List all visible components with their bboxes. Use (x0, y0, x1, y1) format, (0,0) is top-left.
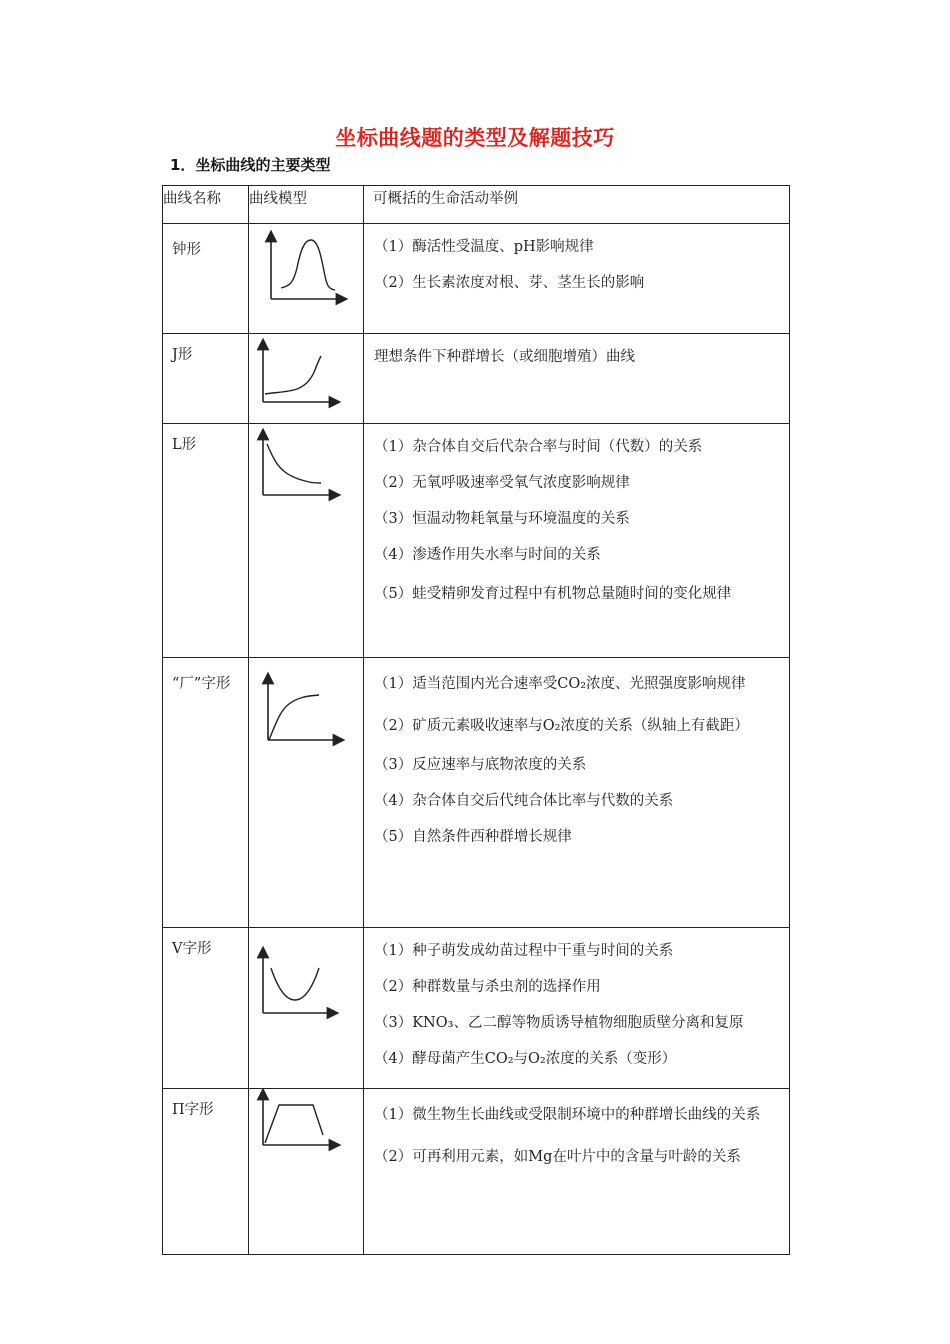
curve-name-text: V字形 (172, 941, 212, 957)
bell-curve-icon (249, 224, 364, 324)
example-item: （2）种群数量与杀虫剂的选择作用 (374, 979, 601, 995)
example-item: （5）自然条件西种群增长规律 (374, 829, 572, 845)
curve-name-text: Π字形 (172, 1102, 214, 1118)
example-item: （4）杂合体自交后代纯合体比率与代数的关系 (374, 793, 674, 809)
pi-curve-icon (249, 1089, 364, 1189)
example-item: （1）酶活性受温度、pH影响规律 (374, 239, 594, 255)
saturation-curve-icon (249, 658, 364, 758)
table-row (163, 1089, 790, 1255)
j-curve-icon (249, 334, 364, 413)
example-item: （2）生长素浓度对根、芽、茎生长的影响 (374, 275, 645, 291)
curve-model (249, 224, 364, 334)
curve-name-text: 钟形 (172, 242, 201, 258)
curve-model (249, 1089, 364, 1255)
header-examples: 可概括的生命活动举例 (364, 186, 790, 224)
l-curve-icon (249, 424, 364, 524)
table-row (163, 334, 790, 424)
example-item: （1）微生物生长曲线或受限制环境中的种群增长曲线的关系 (374, 1107, 761, 1123)
curve-examples (364, 424, 790, 658)
curve-name-text: L形 (172, 437, 197, 453)
example-item: （1）种子萌发成幼苗过程中干重与时间的关系 (374, 943, 674, 959)
curve-model (249, 658, 364, 928)
curve-model (249, 334, 364, 424)
curve-examples (364, 224, 790, 334)
header-curve-name: 曲线名称 (163, 186, 249, 224)
v-curve-icon (249, 928, 364, 1028)
curve-types-table (162, 185, 790, 1255)
example-item: （3）反应速率与底物浓度的关系 (374, 757, 587, 773)
example-item: （1）适当范围内光合速率受CO₂浓度、光照强度影响规律 (374, 676, 746, 692)
table-row (163, 658, 790, 928)
curve-name (163, 658, 249, 928)
example-item: （3）KNO₃、乙二醇等物质诱导植物细胞质壁分离和复原 (374, 1015, 744, 1031)
curve-examples (364, 1089, 790, 1255)
curve-name (163, 334, 249, 424)
curve-model (249, 928, 364, 1089)
example-item: 理想条件下种群增长（或细胞增殖）曲线 (374, 349, 635, 365)
example-item: （2）无氧呼吸速率受氧气浓度影响规律 (374, 475, 630, 491)
example-item: （4）酵母菌产生CO₂与O₂浓度的关系（变形） (374, 1051, 677, 1067)
example-item: （4）渗透作用失水率与时间的关系 (374, 547, 601, 563)
section-heading: 1．坐标曲线的主要类型 (170, 156, 331, 174)
example-item: （3）恒温动物耗氧量与环境温度的关系 (374, 511, 630, 527)
curve-name-text: “厂”字形 (172, 676, 231, 692)
curve-name-text: J形 (172, 347, 193, 363)
curve-examples (364, 334, 790, 424)
example-item: （5）蛙受精卵发育过程中有机物总量随时间的变化规律 (374, 586, 732, 602)
table-row (163, 424, 790, 658)
table-row (163, 928, 790, 1089)
curve-examples (364, 658, 790, 928)
header-curve-model: 曲线模型 (249, 186, 364, 224)
table-header-row (163, 186, 790, 224)
curve-name (163, 424, 249, 658)
example-item: （2）矿质元素吸收速率与O₂浓度的关系（纵轴上有截距） (374, 718, 749, 734)
curve-name (163, 224, 249, 334)
example-item: （1）杂合体自交后代杂合率与时间（代数）的关系 (374, 439, 703, 455)
table-row (163, 224, 790, 334)
example-item: （2）可再利用元素，如Mg在叶片中的含量与叶龄的关系 (374, 1149, 741, 1165)
curve-model (249, 424, 364, 658)
page-title: 坐标曲线题的类型及解题技巧 (335, 126, 615, 150)
curve-name (163, 928, 249, 1089)
curve-name (163, 1089, 249, 1255)
curve-examples (364, 928, 790, 1089)
